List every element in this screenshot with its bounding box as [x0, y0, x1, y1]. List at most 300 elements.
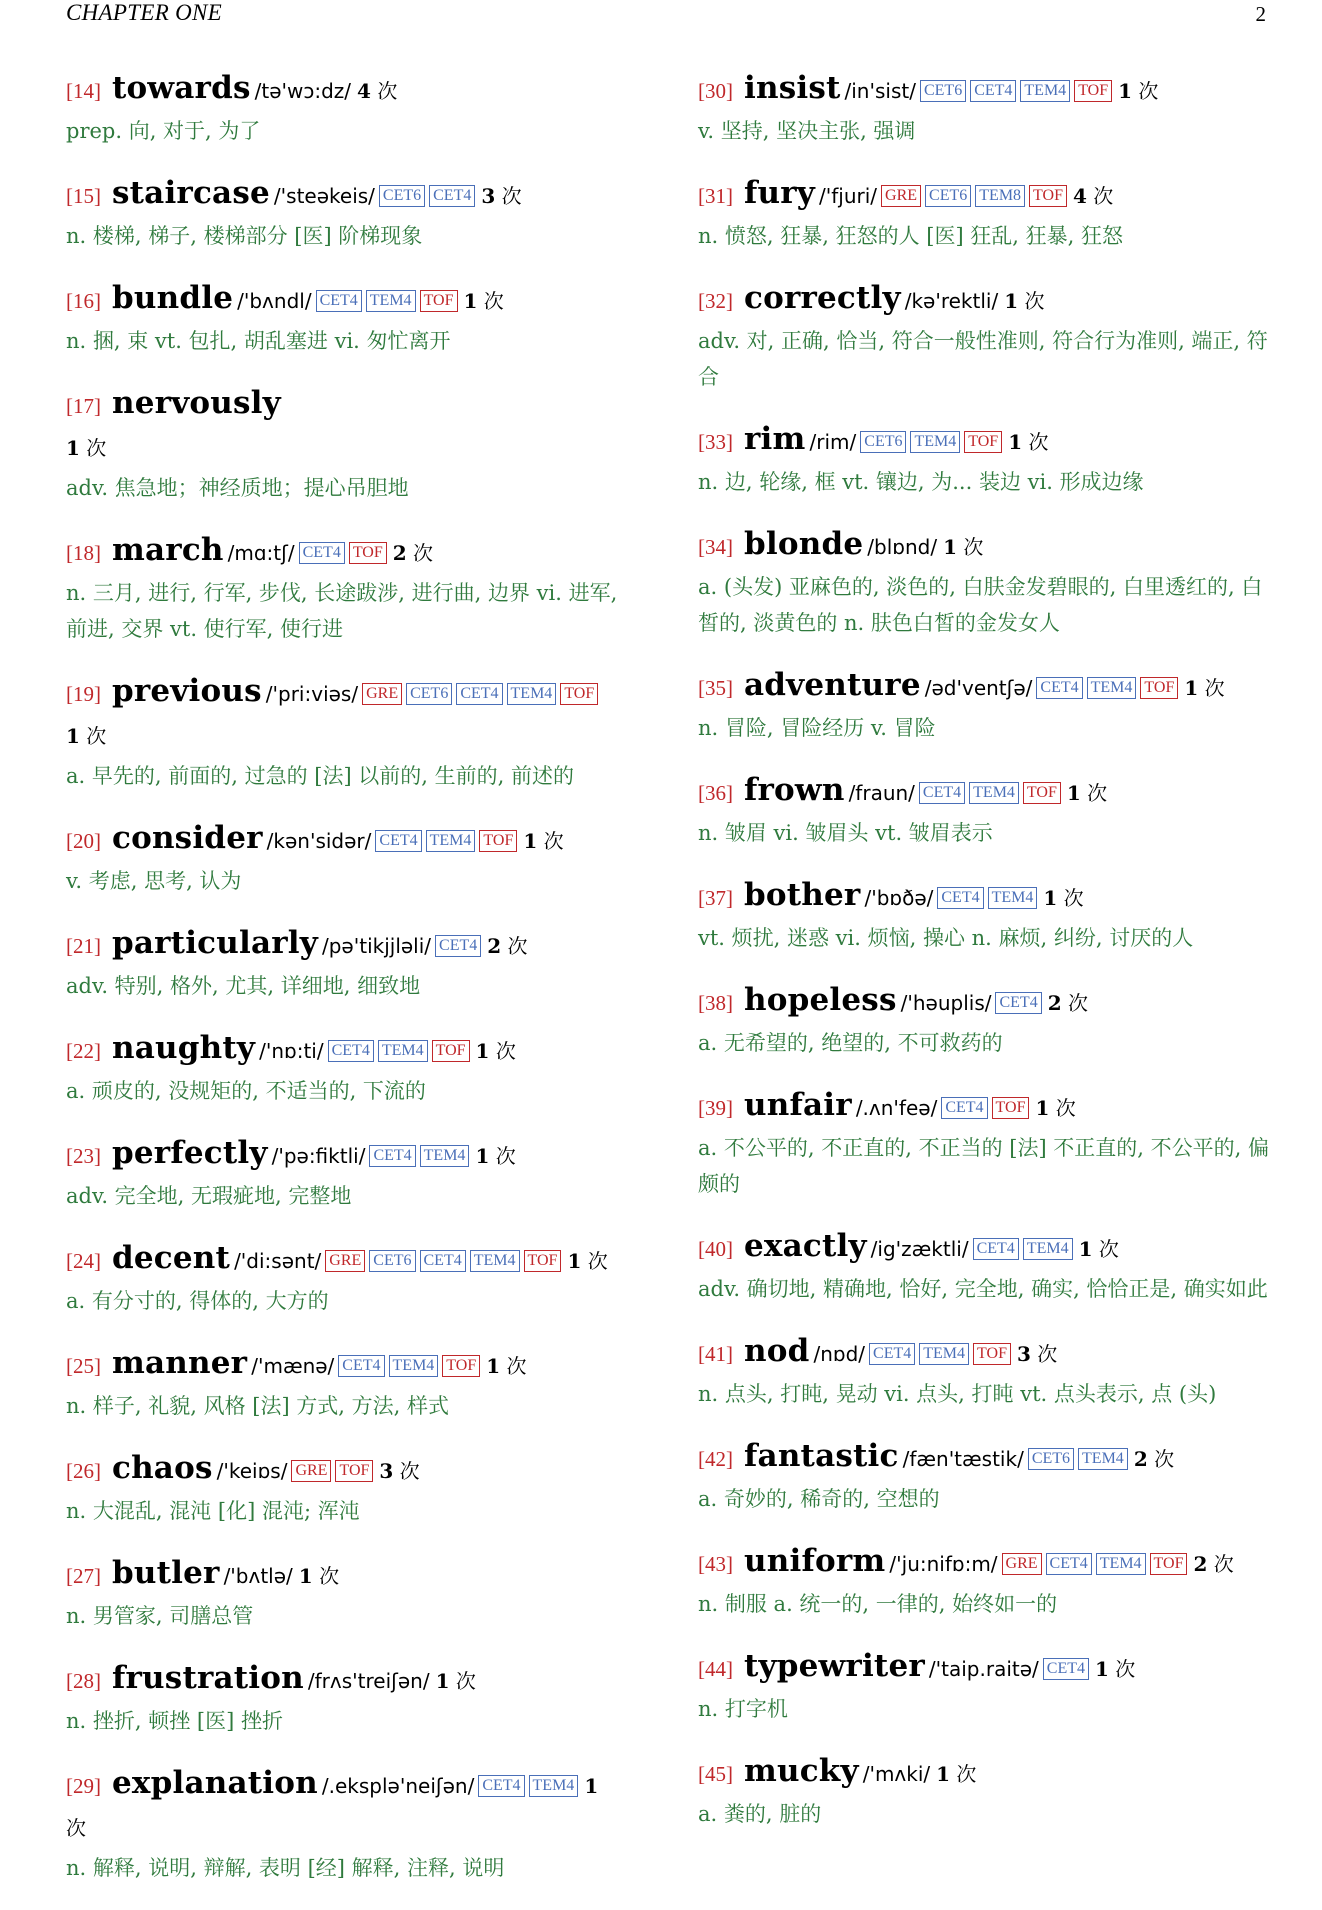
entry-headline [66, 68, 638, 113]
definition: n. 愤怒, 狂暴, 狂怒的人 [医] 狂乱, 狂暴, 狂怒 [698, 224, 1124, 248]
entry-naughty [66, 1028, 638, 1109]
frequency-count: 3 [481, 184, 496, 208]
definition: n. 打字机 [698, 1697, 788, 1721]
headword: frown [733, 772, 845, 808]
entry-fantastic [698, 1436, 1272, 1517]
exam-tag-cet4: CET4 [338, 1355, 384, 1377]
headword: nervously [101, 385, 281, 421]
entry-number: [36] [698, 781, 733, 805]
headword: staircase [101, 175, 270, 211]
frequency [66, 436, 106, 460]
exam-tag-cet4: CET4 [456, 683, 502, 705]
entry-frustration [66, 1658, 638, 1739]
exam-tag-gre: GRE [325, 1250, 365, 1272]
phonetic: /'ju:nifɒ:m/ [889, 1552, 998, 1576]
frequency-count: 1 [584, 1774, 599, 1798]
entry-number: [45] [698, 1762, 733, 1786]
headword: decent [101, 1240, 231, 1276]
frequency-unit: 次 [495, 1039, 516, 1063]
exam-tag-tem4: TEM4 [988, 887, 1038, 909]
exam-tag-tof: TOF [973, 1343, 1011, 1365]
frequency-unit: 次 [413, 541, 434, 565]
definition: adv. 确切地, 精确地, 恰好, 完全地, 确实, 恰恰正是, 确实如此 [698, 1277, 1268, 1301]
definition: n. 解释, 说明, 辩解, 表明 [经] 解释, 注释, 说明 [66, 1856, 505, 1880]
exam-tag-cet4: CET4 [369, 1145, 415, 1167]
headword: rim [733, 421, 806, 457]
exam-tag-gre: GRE [291, 1460, 331, 1482]
entry-number: [32] [698, 289, 733, 313]
entry-headline [66, 923, 638, 968]
entry-adventure [698, 665, 1272, 746]
entry-headline [698, 1436, 1272, 1481]
frequency [379, 1459, 419, 1483]
frequency-unit: 次 [483, 289, 504, 313]
phonetic: /'mʌki/ [862, 1762, 931, 1786]
entry-headline [698, 278, 1272, 323]
phonetic: /'bɒðə/ [864, 886, 934, 910]
exam-tag-tem4: TEM4 [910, 431, 960, 453]
headword: manner [101, 1345, 248, 1381]
running-head: CHAPTER ONE [66, 0, 222, 25]
frequency-unit: 次 [1115, 1657, 1136, 1681]
exam-tag-cet4: CET4 [941, 1097, 987, 1119]
frequency-count: 1 [943, 535, 957, 559]
exam-tag-cet4: CET4 [869, 1343, 915, 1365]
entry-fury [698, 173, 1272, 254]
definition: n. 楼梯, 梯子, 楼梯部分 [医] 阶梯现象 [66, 224, 423, 248]
definition: adv. 对, 正确, 恰当, 符合一般性准则, 符合行为准则, 端正, 符合 [698, 329, 1268, 389]
entry-headline [698, 173, 1272, 218]
phonetic: /pə'tikjjləli/ [321, 934, 432, 958]
exam-tag-cet4: CET4 [970, 80, 1016, 102]
entry-headline [66, 1763, 638, 1850]
entry-headline [698, 980, 1272, 1025]
phonetic: /mɑ:tʃ/ [227, 541, 295, 565]
entry-unfair [698, 1085, 1272, 1202]
entry-number: [23] [66, 1144, 101, 1168]
entry-number: [14] [66, 79, 101, 103]
headword: butler [101, 1555, 220, 1591]
exam-tag-tof: TOF [1140, 677, 1178, 699]
exam-tag-tem4: TEM4 [426, 830, 476, 852]
frequency-unit: 次 [377, 79, 398, 103]
frequency-unit: 次 [399, 1459, 420, 1483]
headword: chaos [101, 1450, 213, 1486]
entry-bundle [66, 278, 638, 359]
frequency-count: 1 [298, 1564, 313, 1588]
phonetic: /əd'ventʃə/ [924, 676, 1033, 700]
frequency [1008, 430, 1048, 454]
exam-tag-tem4: TEM4 [389, 1355, 439, 1377]
headword: march [101, 532, 224, 568]
exam-tag-tof: TOF [442, 1355, 480, 1377]
entry-number: [21] [66, 934, 101, 958]
entry-number: [15] [66, 184, 101, 208]
frequency [476, 1039, 516, 1063]
exam-tag-cet6: CET6 [925, 185, 971, 207]
frequency [436, 1669, 476, 1693]
entry-headline [698, 524, 1272, 569]
exam-tag-tof: TOF [1150, 1553, 1188, 1575]
frequency-count: 1 [463, 289, 478, 313]
frequency-unit: 次 [66, 1816, 86, 1840]
entry-hopeless [698, 980, 1272, 1061]
frequency [1043, 886, 1083, 910]
entry-number: [38] [698, 991, 733, 1015]
entry-headline [66, 1238, 638, 1283]
right-column [698, 68, 1272, 1856]
entry-headline [66, 1658, 638, 1703]
headword: adventure [733, 667, 921, 703]
frequency-count: 1 [1066, 781, 1081, 805]
entry-number: [31] [698, 184, 733, 208]
entry-headline [698, 1646, 1272, 1691]
entry-number: [24] [66, 1249, 101, 1273]
entry-headline [66, 1343, 638, 1388]
headword: unfair [733, 1087, 852, 1123]
entry-number: [19] [66, 682, 101, 706]
headword: blonde [733, 526, 864, 562]
headword: fury [733, 175, 816, 211]
definition: n. 三月, 进行, 行军, 步伐, 长途跋涉, 进行曲, 边界 vi. 进军, 前进, 交界 vt. 使行军, 使行进 [66, 581, 618, 641]
frequency [475, 1144, 515, 1168]
phonetic: /.eksplə'neiʃən/ [321, 1774, 475, 1798]
headword: perfectly [101, 1135, 268, 1171]
frequency-unit: 次 [455, 1669, 476, 1693]
exam-tag-tem4: TEM4 [420, 1145, 470, 1167]
frequency-unit: 次 [86, 436, 107, 460]
entry-march [66, 530, 638, 647]
phonetic: /fraun/ [848, 781, 915, 805]
entry-explanation [66, 1763, 638, 1886]
phonetic: /'pə:fiktli/ [271, 1144, 366, 1168]
exam-tag-tof: TOF [432, 1040, 470, 1062]
entry-number: [35] [698, 676, 733, 700]
entry-headline [698, 419, 1272, 464]
exam-tag-cet6: CET6 [860, 431, 906, 453]
frequency-count: 4 [1072, 184, 1087, 208]
frequency [299, 1564, 339, 1588]
frequency [1193, 1552, 1233, 1576]
frequency-unit: 次 [1024, 289, 1045, 313]
frequency-unit: 次 [86, 724, 107, 748]
entry-number: [16] [66, 289, 101, 313]
headword: particularly [101, 925, 318, 961]
phonetic: /fæn'tæstik/ [902, 1447, 1024, 1471]
phonetic: /'bʌtlə/ [223, 1564, 293, 1588]
phonetic: /ig'zæktli/ [870, 1237, 969, 1261]
entry-headline [66, 671, 638, 758]
definition: adv. 完全地, 无瑕疵地, 完整地 [66, 1184, 352, 1208]
exam-tag-tem4: TEM4 [470, 1250, 520, 1272]
frequency-count: 1 [1118, 79, 1133, 103]
exam-tag-cet4: CET4 [1046, 1553, 1092, 1575]
entry-headline [698, 770, 1272, 815]
definition: a. 无希望的, 绝望的, 不可救药的 [698, 1031, 1003, 1055]
exam-tag-cet6: CET6 [379, 185, 425, 207]
entry-number: [33] [698, 430, 733, 454]
entry-headline [66, 1553, 638, 1598]
entry-insist [698, 68, 1272, 149]
exam-tag-cet6: CET6 [1028, 1448, 1074, 1470]
frequency [66, 724, 106, 748]
exam-tag-tem4: TEM4 [507, 683, 557, 705]
definition: n. 边, 轮缘, 框 vt. 镶边, 为... 装边 vi. 形成边缘 [698, 470, 1144, 494]
exam-tag-cet4: CET4 [995, 992, 1041, 1014]
entry-number: [26] [66, 1459, 101, 1483]
exam-tag-cet4: CET4 [429, 185, 475, 207]
phonetic: /frʌs'treiʃən/ [307, 1669, 430, 1693]
headword: naughty [101, 1030, 256, 1066]
entry-headline [698, 1226, 1272, 1271]
phonetic: /'pri:viəs/ [265, 682, 359, 706]
exam-tag-tof: TOF [524, 1250, 562, 1272]
phonetic: /'di:sənt/ [234, 1249, 322, 1273]
frequency-unit: 次 [1055, 1096, 1076, 1120]
entry-headline [698, 1751, 1272, 1796]
frequency-count: 1 [435, 1669, 450, 1693]
frequency-count: 1 [936, 1762, 951, 1786]
exam-tag-cet4: CET4 [328, 1040, 374, 1062]
phonetic: /'fjuri/ [819, 184, 878, 208]
exam-tag-tem4: TEM4 [1078, 1448, 1128, 1470]
entry-perfectly [66, 1133, 638, 1214]
exam-tag-tem4: TEM4 [1087, 677, 1137, 699]
entry-number: [42] [698, 1447, 733, 1471]
entry-headline [698, 1331, 1272, 1376]
frequency-count: 2 [487, 934, 502, 958]
frequency-count: 2 [1047, 991, 1062, 1015]
definition: n. 捆, 束 vt. 包扎, 胡乱塞进 vi. 匆忙离开 [66, 329, 451, 353]
phonetic: /'keiɒs/ [216, 1459, 288, 1483]
phonetic: /rim/ [809, 430, 857, 454]
frequency [1048, 991, 1088, 1015]
entry-number: [43] [698, 1552, 733, 1576]
frequency [1004, 289, 1044, 313]
exam-tag-gre: GRE [881, 185, 921, 207]
entry-number: [39] [698, 1096, 733, 1120]
entry-number: [40] [698, 1237, 733, 1261]
frequency-count: 1 [475, 1144, 490, 1168]
entry-rim [698, 419, 1272, 500]
exam-tag-tem4: TEM4 [378, 1040, 428, 1062]
frequency-count: 1 [66, 724, 80, 748]
phonetic: /'mænə/ [251, 1354, 335, 1378]
frequency [357, 79, 397, 103]
definition: a. 早先的, 前面的, 过急的 [法] 以前的, 生前的, 前述的 [66, 764, 575, 788]
exam-tag-cet4: CET4 [973, 1238, 1019, 1260]
frequency-count: 3 [379, 1459, 394, 1483]
entry-headline [66, 530, 638, 575]
frequency-unit: 次 [956, 1762, 977, 1786]
headword: mucky [733, 1753, 859, 1789]
entry-staircase [66, 173, 638, 254]
phonetic: /'steəkeis/ [273, 184, 375, 208]
frequency-unit: 次 [501, 184, 522, 208]
entry-exactly [698, 1226, 1272, 1307]
exam-tag-cet4: CET4 [937, 887, 983, 909]
entry-headline [66, 278, 638, 323]
frequency-count: 1 [1035, 1096, 1050, 1120]
frequency [481, 184, 521, 208]
exam-tag-tof: TOF [479, 830, 517, 852]
frequency [1095, 1657, 1135, 1681]
frequency-count: 1 [1078, 1237, 1093, 1261]
entry-towards [66, 68, 638, 149]
entry-number: [27] [66, 1564, 101, 1588]
exam-tag-tem4: TEM4 [969, 782, 1019, 804]
frequency-count: 1 [1043, 886, 1058, 910]
phonetic: /kə'rektli/ [904, 289, 999, 313]
entry-number: [30] [698, 79, 733, 103]
exam-tag-tem4: TEM4 [1023, 1238, 1073, 1260]
definition: v. 考虑, 思考, 认为 [66, 869, 242, 893]
phonetic: /.ʌn'feə/ [855, 1096, 938, 1120]
left-column [66, 68, 638, 1910]
entry-number: [22] [66, 1039, 101, 1063]
phonetic: /in'sist/ [844, 79, 916, 103]
entry-decent [66, 1238, 638, 1319]
frequency-unit: 次 [319, 1564, 340, 1588]
entry-particularly [66, 923, 638, 1004]
phonetic: /tə'wɔ:dz/ [254, 79, 352, 103]
entry-number: [17] [66, 394, 101, 418]
exam-tag-cet4: CET4 [1036, 677, 1082, 699]
entry-number: [29] [66, 1774, 101, 1798]
definition: a. 粪的, 脏的 [698, 1802, 822, 1826]
phonetic: /'nɒ:ti/ [259, 1039, 324, 1063]
entry-uniform [698, 1541, 1272, 1622]
exam-tag-tof: TOF [560, 683, 598, 705]
frequency [1035, 1096, 1075, 1120]
phonetic: /'taip.raitə/ [928, 1657, 1039, 1681]
headword: previous [101, 673, 262, 709]
frequency [1017, 1342, 1057, 1366]
frequency [1184, 676, 1224, 700]
definition: n. 大混乱, 混沌 [化] 混沌; 浑沌 [66, 1499, 360, 1523]
frequency [567, 1249, 607, 1273]
headword: frustration [101, 1660, 304, 1696]
frequency-unit: 次 [543, 829, 564, 853]
entry-nervously [66, 383, 638, 506]
entry-number: [37] [698, 886, 733, 910]
frequency-unit: 次 [1093, 184, 1114, 208]
definition: adv. 特别, 格外, 尤其, 详细地, 细致地 [66, 974, 421, 998]
definition: n. 皱眉 vi. 皱眉头 vt. 皱眉表示 [698, 821, 993, 845]
frequency [393, 541, 433, 565]
entry-butler [66, 1553, 638, 1634]
frequency [1134, 1447, 1174, 1471]
exam-tag-tof: TOF [1023, 782, 1061, 804]
frequency-unit: 次 [507, 934, 528, 958]
entry-number: [41] [698, 1342, 733, 1366]
frequency-count: 2 [1133, 1447, 1148, 1471]
definition: prep. 向, 对于, 为了 [66, 119, 261, 143]
definition: a. 奇妙的, 稀奇的, 空想的 [698, 1487, 940, 1511]
entry-correctly [698, 278, 1272, 395]
exam-tag-tof: TOF [964, 431, 1002, 453]
headword: uniform [733, 1543, 886, 1579]
phonetic: /blɒnd/ [867, 535, 938, 559]
exam-tag-cet4: CET4 [919, 782, 965, 804]
entry-bother [698, 875, 1272, 956]
page-number: 2 [1255, 2, 1266, 26]
frequency-count: 1 [1008, 430, 1023, 454]
definition: n. 冒险, 冒险经历 v. 冒险 [698, 716, 936, 740]
entry-headline [66, 1028, 638, 1073]
exam-tag-tem4: TEM4 [1096, 1553, 1146, 1575]
exam-tag-gre: GRE [1002, 1553, 1042, 1575]
exam-tag-cet4: CET4 [375, 830, 421, 852]
frequency-unit: 次 [1138, 79, 1159, 103]
frequency-count: 1 [475, 1039, 490, 1063]
headword: bundle [101, 280, 234, 316]
exam-tag-cet4: CET4 [478, 1775, 524, 1797]
frequency-unit: 次 [1037, 1342, 1058, 1366]
entry-number: [25] [66, 1354, 101, 1378]
frequency-count: 4 [357, 79, 371, 103]
headword: hopeless [733, 982, 897, 1018]
entry-headline [66, 1133, 638, 1178]
frequency [523, 829, 563, 853]
exam-tag-tof: TOF [420, 290, 458, 312]
exam-tag-tof: TOF [349, 542, 387, 564]
exam-tag-cet6: CET6 [920, 80, 966, 102]
frequency-unit: 次 [1067, 991, 1088, 1015]
definition: n. 点头, 打盹, 晃动 vi. 点头, 打盹 vt. 点头表示, 点 (头) [698, 1382, 1217, 1406]
entry-number: [34] [698, 535, 733, 559]
frequency-count: 1 [1095, 1657, 1109, 1681]
entry-nod [698, 1331, 1272, 1412]
exam-tag-cet4: CET4 [435, 935, 481, 957]
entry-number: [28] [66, 1669, 101, 1693]
entry-typewriter [698, 1646, 1272, 1727]
frequency-unit: 次 [1213, 1552, 1234, 1576]
definition: a. 顽皮的, 没规矩的, 不适当的, 下流的 [66, 1079, 426, 1103]
definition: vt. 烦扰, 迷惑 vi. 烦恼, 操心 n. 麻烦, 纠纷, 讨厌的人 [698, 926, 1194, 950]
frequency [464, 289, 504, 313]
frequency-count: 2 [1193, 1552, 1208, 1576]
entry-number: [18] [66, 541, 101, 565]
exam-tag-cet4: CET4 [420, 1250, 466, 1272]
frequency [1079, 1237, 1119, 1261]
headword: correctly [733, 280, 901, 316]
phonetic: /'həuplis/ [900, 991, 992, 1015]
headword: nod [733, 1333, 810, 1369]
exam-tag-tof: TOF [335, 1460, 373, 1482]
frequency-count: 2 [392, 541, 407, 565]
exam-tag-tem4: TEM4 [366, 290, 416, 312]
exam-tag-tem8: TEM8 [975, 185, 1025, 207]
frequency [1073, 184, 1113, 208]
entry-headline [66, 818, 638, 863]
headword: explanation [101, 1765, 318, 1801]
frequency-unit: 次 [1204, 676, 1225, 700]
frequency-unit: 次 [963, 535, 984, 559]
phonetic: /nɒd/ [813, 1342, 866, 1366]
frequency-count: 1 [1184, 676, 1199, 700]
definition: n. 制服 a. 统一的, 一律的, 始终如一的 [698, 1592, 1058, 1616]
frequency-count: 1 [1004, 289, 1019, 313]
frequency-unit: 次 [1063, 886, 1084, 910]
exam-tag-cet4: CET4 [299, 542, 345, 564]
definition: a. 有分寸的, 得体的, 大方的 [66, 1289, 329, 1313]
exam-tag-tof: TOF [1074, 80, 1112, 102]
headword: fantastic [733, 1438, 899, 1474]
headword: exactly [733, 1228, 867, 1264]
exam-tag-tof: TOF [992, 1097, 1030, 1119]
entry-headline [698, 1541, 1272, 1586]
